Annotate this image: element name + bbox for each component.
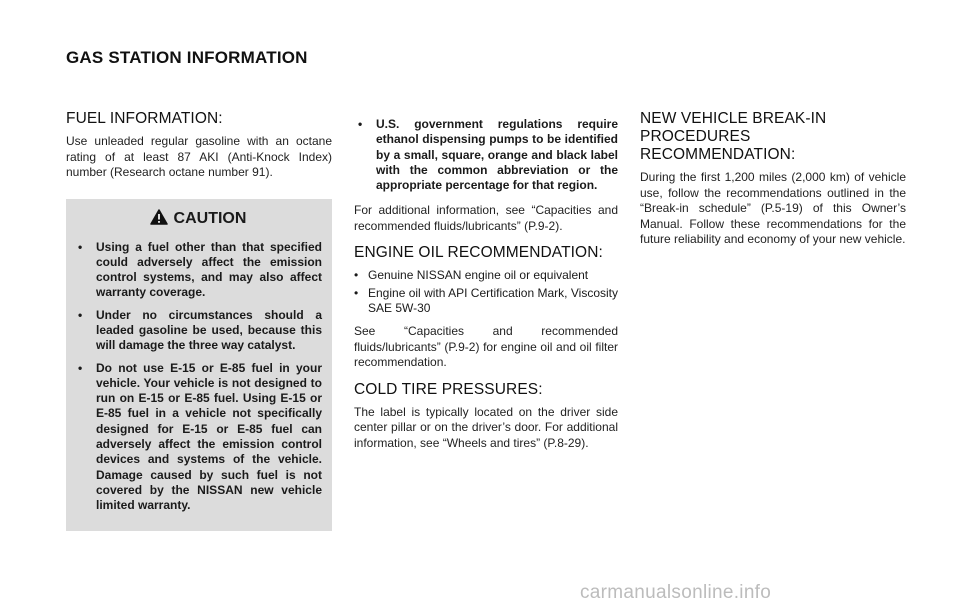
engine-oil-note: See “Capacities and recommended fluids/lubricants” (P.9-2) for engine oil and oil filter recommendation.: [354, 324, 618, 370]
break-in-body: During the first 1,200 miles (2,000 km) of vehicle use, follow the recommendations outlined in the “Break-in schedule” (P.5-19) of this Owner’s Manual. Follow these recommendations for the future reliability and economy of your new vehicle.: [640, 170, 906, 246]
bullet-marker: •: [354, 285, 359, 300]
caution-header: [74, 209, 322, 230]
fuel-information-heading: FUEL INFORMATION:: [66, 110, 223, 127]
additional-info-text: For additional information, see “Capacities and recommended fluids/lubricants” (P.9-2).: [354, 203, 618, 233]
bullet-marker: •: [78, 307, 83, 322]
caution-continued-list: [354, 117, 618, 193]
bullet-marker: •: [78, 360, 83, 375]
bullet-marker: •: [78, 239, 83, 254]
watermark: carmanualsonline.info: [580, 582, 772, 603]
caution-item: • Under no circumstances should a leaded gasoline be used, because this will damage the three way catalyst.: [78, 307, 322, 353]
bullet-marker: •: [358, 117, 363, 131]
column-1: [66, 110, 332, 531]
column-2: [354, 117, 618, 451]
caution-label: CAUTION: [173, 210, 247, 227]
fuel-information-body: Use unleaded regular gasoline with an octane rating of at least 87 AKI (Anti-Knock Index) number (Research octane number 91).: [66, 134, 332, 179]
caution-item: • Using a fuel other than that specified could adversely affect the emission control systems, and may also affect warranty coverage.: [78, 239, 322, 300]
bullet-marker: •: [354, 268, 359, 283]
engine-oil-heading: ENGINE OIL RECOMMENDATION:: [354, 244, 603, 262]
cold-tire-heading: COLD TIRE PRESSURES:: [354, 380, 543, 398]
page-title: GAS STATION INFORMATION: [66, 48, 308, 67]
engine-oil-list: [354, 268, 618, 316]
cold-tire-body: The label is typically located on the driver side center pillar or on the driver’s door. For additional information, see “Wheels and tires” (P.8-29).: [354, 404, 618, 450]
caution-item: • U.S. government regulations require ethanol dispensing pumps to be identified by a small, square, orange and black label with the common abbreviation or the appropriate percentage for that region.: [358, 117, 618, 193]
warning-icon: [150, 209, 168, 230]
list-item: • Genuine NISSAN engine oil or equivalent: [354, 268, 589, 283]
caution-box: [66, 199, 332, 531]
caution-list: [74, 240, 322, 514]
caution-item: • Do not use E-15 or E-85 fuel in your vehicle. Your vehicle is not designed to run on E-15 or E-85 fuel. Using E-15 or E-85 fuel in a vehicle not specifically designed for E-15 or E-85 fuel can adversely affect the emission control devices and systems of the vehicle. Damage caused by such fuel is not covered by the NISSAN new vehicle limited warranty.: [78, 360, 322, 513]
column-3: [640, 110, 906, 248]
list-item: • Engine oil with API Certification Mark, Viscosity SAE 5W-30: [354, 285, 618, 316]
break-in-heading: NEW VEHICLE BREAK-IN PROCEDURES RECOMMENDATION:: [640, 110, 827, 163]
